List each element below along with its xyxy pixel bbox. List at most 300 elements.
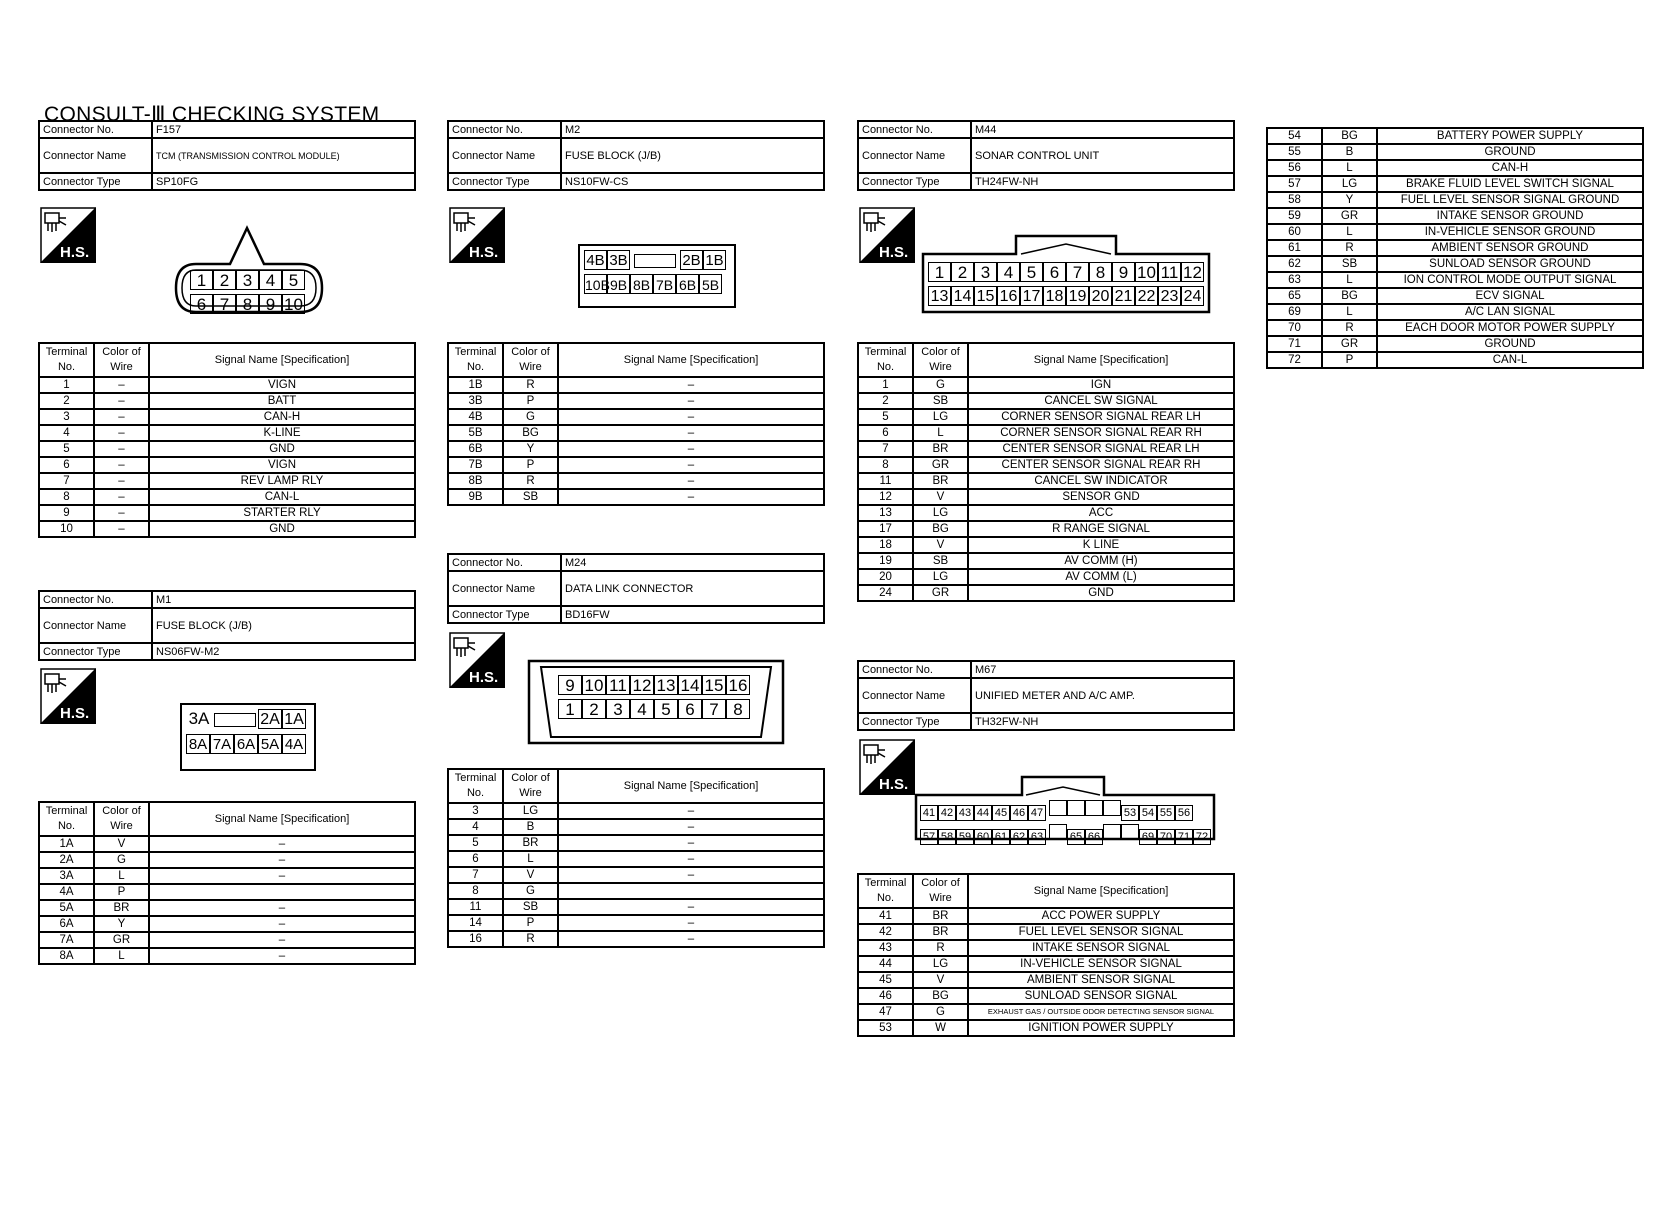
wire-color: Y	[1322, 192, 1377, 208]
pin-cell	[1085, 800, 1103, 816]
pin-grid	[190, 270, 306, 318]
table-row	[1267, 288, 1643, 304]
pin-cell	[1103, 824, 1121, 840]
signal-name: INTAKE SENSOR SIGNAL	[968, 940, 1234, 956]
signal-name	[149, 884, 415, 900]
table-row	[448, 425, 824, 441]
connector-m24-face	[527, 659, 785, 745]
connector-name-label: Connector Name	[858, 678, 971, 713]
pin-cell: 3	[974, 262, 997, 282]
connector-no-value: F157	[152, 121, 415, 138]
pin-cell: 43	[956, 805, 974, 821]
pin-cell: 8A	[186, 734, 210, 754]
key-slot	[634, 254, 676, 268]
hs-glyph	[859, 207, 915, 263]
terminal-no: 2	[39, 393, 94, 409]
signal-name	[558, 883, 824, 899]
wire-color: –	[94, 441, 149, 457]
terminal-no: 4	[39, 425, 94, 441]
signal-name: –	[558, 899, 824, 915]
table-row	[448, 835, 824, 851]
pin-cell: 6B	[676, 274, 699, 294]
connector-no-value: M24	[561, 554, 824, 571]
wire-color: B	[503, 819, 558, 835]
terminal-no: 6	[39, 457, 94, 473]
table-row	[1267, 272, 1643, 288]
table-row	[39, 377, 415, 393]
pin-cell: 70	[1157, 829, 1175, 845]
pin-cell: 8	[236, 294, 259, 314]
terminal-no: 4B	[448, 409, 503, 425]
table-row	[858, 521, 1234, 537]
connector-no-label: Connector No.	[39, 591, 152, 608]
pin-cell: 71	[1175, 829, 1193, 845]
pin-cell: 2	[951, 262, 974, 282]
terminal-no: 14	[448, 915, 503, 931]
table-row	[858, 1004, 1234, 1020]
connector-m67-terminals-continued	[1266, 127, 1644, 369]
signal-name: CANCEL SW SIGNAL	[968, 393, 1234, 409]
signal-name: –	[558, 851, 824, 867]
pin-row	[928, 262, 1204, 283]
signal-header: Signal Name [Specification]	[558, 769, 824, 803]
terminal-table	[38, 801, 416, 965]
pin-cell: 16	[997, 286, 1020, 306]
terminal-no: 7B	[448, 457, 503, 473]
pin-cell: 46	[1010, 805, 1028, 821]
wire-color: P	[503, 393, 558, 409]
wire-color: SB	[913, 393, 968, 409]
connector-name-label: Connector Name	[858, 138, 971, 173]
wire-color: P	[503, 915, 558, 931]
connector-name-label: Connector Name	[448, 571, 561, 606]
pin-cell: 15	[702, 675, 726, 695]
wire-color: –	[94, 489, 149, 505]
pin-cell: 12	[1181, 262, 1204, 282]
table-row	[39, 884, 415, 900]
terminal-no: 1A	[39, 836, 94, 852]
signal-name: IN-VEHICLE SENSOR GROUND	[1377, 224, 1643, 240]
pin-cell: 4B	[584, 250, 607, 270]
wire-color: –	[94, 473, 149, 489]
terminal-no: 47	[858, 1004, 913, 1020]
table-row	[1267, 128, 1643, 144]
wire-color: LG	[1322, 176, 1377, 192]
table-row	[858, 393, 1234, 409]
wire-color: L	[94, 948, 149, 964]
wire-color: L	[94, 868, 149, 884]
table-row	[858, 489, 1234, 505]
table-row	[448, 915, 824, 931]
table-row	[1267, 144, 1643, 160]
terminal-no: 63	[1267, 272, 1322, 288]
pin-cell: 7A	[210, 734, 234, 754]
pin-cell: 47	[1028, 805, 1046, 821]
pin-cell: 10B	[584, 274, 607, 294]
signal-name: –	[149, 868, 415, 884]
key-slot	[214, 713, 256, 727]
terminal-no: 70	[1267, 320, 1322, 336]
pin-row	[584, 250, 730, 270]
signal-name: –	[558, 931, 824, 947]
terminal-no: 61	[1267, 240, 1322, 256]
pin-grid	[186, 709, 310, 754]
terminal-no: 9	[39, 505, 94, 521]
table-row	[39, 521, 415, 537]
connector-m2-face	[578, 244, 736, 308]
table-row	[448, 851, 824, 867]
pin-grid	[928, 262, 1204, 309]
connector-type-label: Connector Type	[448, 606, 561, 623]
connector-name-value: SONAR CONTROL UNIT	[971, 138, 1234, 173]
table-row	[39, 852, 415, 868]
signal-name: –	[558, 835, 824, 851]
connector-m24-header	[447, 553, 825, 624]
pin-cell: 2	[213, 270, 236, 290]
connector-type-value: TH32FW-NH	[971, 713, 1234, 730]
signal-header: Signal Name [Specification]	[558, 343, 824, 377]
pin-cell: 10	[582, 675, 606, 695]
pin-cell: 23	[1158, 286, 1181, 306]
pin-row	[186, 709, 310, 729]
wire-color: –	[94, 377, 149, 393]
pin-cell: 21	[1112, 286, 1135, 306]
pin-cell: 7B	[653, 274, 676, 294]
pin-cell: 13	[928, 286, 951, 306]
pin-cell: 2A	[258, 709, 282, 729]
connector-name-value: TCM (TRANSMISSION CONTROL MODULE)	[152, 138, 415, 173]
pin-cell: 17	[1020, 286, 1043, 306]
terminal-table	[857, 873, 1235, 1037]
terminal-no: 44	[858, 956, 913, 972]
pin-cell: 45	[992, 805, 1010, 821]
connector-no-label: Connector No.	[858, 121, 971, 138]
wire-color: G	[503, 883, 558, 899]
wire-color: –	[94, 505, 149, 521]
table-row	[39, 916, 415, 932]
pin-cell: 20	[1089, 286, 1112, 306]
pin-cell	[1121, 824, 1139, 840]
signal-name: –	[558, 915, 824, 931]
pin-cell: 1A	[282, 709, 306, 729]
terminal-no-header: Terminal No.	[858, 343, 913, 377]
terminal-no: 72	[1267, 352, 1322, 368]
harness-side-icon	[859, 207, 915, 263]
signal-header: Signal Name [Specification]	[968, 343, 1234, 377]
table-row	[858, 377, 1234, 393]
table-row	[1267, 176, 1643, 192]
pin-cell: 18	[1043, 286, 1066, 306]
svg-text:H.S.: H.S.	[469, 669, 499, 686]
table-row	[1267, 304, 1643, 320]
terminal-no: 59	[1267, 208, 1322, 224]
terminal-no: 17	[858, 521, 913, 537]
wire-color: W	[913, 1020, 968, 1036]
terminal-no: 56	[1267, 160, 1322, 176]
table-row	[1267, 256, 1643, 272]
signal-name: SUNLOAD SENSOR SIGNAL	[968, 988, 1234, 1004]
wire-color: –	[94, 457, 149, 473]
table-row	[1267, 320, 1643, 336]
table-row	[448, 473, 824, 489]
table-row	[858, 908, 1234, 924]
wire-color: BR	[913, 473, 968, 489]
svg-text:H.S.: H.S.	[879, 776, 909, 793]
connector-no-label: Connector No.	[448, 121, 561, 138]
pin-cell: 15	[974, 286, 997, 306]
connector-name-value: UNIFIED METER AND A/C AMP.	[971, 678, 1234, 713]
pin-cell: 22	[1135, 286, 1158, 306]
wire-color: SB	[503, 489, 558, 505]
signal-name: –	[149, 852, 415, 868]
pin-cell: 9	[558, 675, 582, 695]
connector-type-value: TH24FW-NH	[971, 173, 1234, 190]
terminal-no: 55	[1267, 144, 1322, 160]
signal-name: A/C LAN SIGNAL	[1377, 304, 1643, 320]
table-row	[39, 425, 415, 441]
wire-color: G	[94, 852, 149, 868]
pin-cell: 3A	[188, 709, 210, 728]
pin-cell: 72	[1193, 829, 1211, 845]
signal-name: REV LAMP RLY	[149, 473, 415, 489]
signal-name: GND	[149, 441, 415, 457]
terminal-no: 7	[448, 867, 503, 883]
color-header: Color of Wire	[913, 343, 968, 377]
pin-cell: 10	[282, 294, 305, 314]
table-row	[858, 505, 1234, 521]
signal-header: Signal Name [Specification]	[968, 874, 1234, 908]
table-row	[448, 409, 824, 425]
terminal-no: 43	[858, 940, 913, 956]
pin-cell: 7	[213, 294, 236, 314]
table-row	[448, 457, 824, 473]
connector-no-label: Connector No.	[39, 121, 152, 138]
table-row	[858, 537, 1234, 553]
pin-cell: 3	[606, 699, 630, 719]
terminal-no-header: Terminal No.	[448, 343, 503, 377]
table-row	[448, 803, 824, 819]
connector-m44-terminals	[857, 342, 1235, 602]
signal-name: –	[558, 489, 824, 505]
wire-color: GR	[1322, 208, 1377, 224]
pin-row	[928, 286, 1204, 306]
signal-name: VIGN	[149, 377, 415, 393]
connector-type-label: Connector Type	[448, 173, 561, 190]
pin-cell: 5A	[258, 734, 282, 754]
pin-cell: 4	[259, 270, 282, 290]
terminal-no: 4A	[39, 884, 94, 900]
wire-color: BG	[503, 425, 558, 441]
signal-name: SENSOR GND	[968, 489, 1234, 505]
terminal-table	[1266, 127, 1644, 369]
wire-color: V	[503, 867, 558, 883]
signal-name: –	[558, 867, 824, 883]
wire-color: L	[1322, 304, 1377, 320]
pin-cell: 5B	[699, 274, 722, 294]
wire-color: V	[913, 537, 968, 553]
pin-cell: 2	[582, 699, 606, 719]
terminal-no: 1B	[448, 377, 503, 393]
pin-cell: 12	[630, 675, 654, 695]
pin-grid	[558, 675, 750, 723]
table-row	[858, 409, 1234, 425]
wire-color: –	[94, 393, 149, 409]
terminal-no-header: Terminal No.	[39, 343, 94, 377]
signal-name: BRAKE FLUID LEVEL SWITCH SIGNAL	[1377, 176, 1643, 192]
wire-color: –	[94, 425, 149, 441]
table-row	[448, 931, 824, 947]
pin-cell: 60	[974, 829, 992, 845]
terminal-no: 3	[39, 409, 94, 425]
terminal-no: 8	[858, 457, 913, 473]
table-row	[1267, 224, 1643, 240]
connector-name-value: DATA LINK CONNECTOR	[561, 571, 824, 606]
pin-cell: 5	[654, 699, 678, 719]
signal-name: –	[558, 819, 824, 835]
table-row	[858, 441, 1234, 457]
connector-f157-header	[38, 120, 416, 191]
terminal-no: 3A	[39, 868, 94, 884]
table-row	[39, 409, 415, 425]
table-row	[858, 972, 1234, 988]
pin-cell: 11	[606, 675, 630, 695]
pin-row	[920, 800, 1211, 821]
signal-name: EXHAUST GAS / OUTSIDE ODOR DETECTING SENSOR SIGNAL	[968, 1004, 1234, 1020]
signal-name: ION CONTROL MODE OUTPUT SIGNAL	[1377, 272, 1643, 288]
wire-color: BR	[94, 900, 149, 916]
wire-color: BG	[913, 988, 968, 1004]
pin-cell: 1B	[703, 250, 726, 270]
signal-name: INTAKE SENSOR GROUND	[1377, 208, 1643, 224]
svg-text:H.S.: H.S.	[60, 705, 90, 722]
terminal-no-header: Terminal No.	[39, 802, 94, 836]
color-header: Color of Wire	[503, 769, 558, 803]
signal-name: CAN-L	[1377, 352, 1643, 368]
pin-cell: 63	[1028, 829, 1046, 845]
signal-name: AMBIENT SENSOR GROUND	[1377, 240, 1643, 256]
table-row	[448, 489, 824, 505]
terminal-no: 57	[1267, 176, 1322, 192]
table-row	[39, 505, 415, 521]
connector-name-label: Connector Name	[39, 608, 152, 643]
hs-glyph	[40, 207, 96, 263]
connector-no-value: M2	[561, 121, 824, 138]
svg-text:H.S.: H.S.	[879, 244, 909, 261]
wire-color: BR	[913, 908, 968, 924]
wire-color: R	[913, 940, 968, 956]
wire-color: Y	[503, 441, 558, 457]
signal-name: AV COMM (L)	[968, 569, 1234, 585]
pin-cell: 3	[236, 270, 259, 290]
table-row	[1267, 336, 1643, 352]
wire-color: L	[1322, 224, 1377, 240]
table-row	[448, 393, 824, 409]
table-row	[39, 489, 415, 505]
table-row	[858, 988, 1234, 1004]
signal-name: K-LINE	[149, 425, 415, 441]
signal-name: VIGN	[149, 457, 415, 473]
pin-row	[190, 270, 306, 291]
wire-color: V	[913, 489, 968, 505]
table-row	[858, 924, 1234, 940]
pin-cell: 9B	[607, 274, 630, 294]
connector-m44-face	[921, 234, 1211, 314]
terminal-no: 9B	[448, 489, 503, 505]
signal-name: IGN	[968, 377, 1234, 393]
table-row	[448, 819, 824, 835]
wire-color: L	[1322, 160, 1377, 176]
wire-color: GR	[94, 932, 149, 948]
pin-cell: 24	[1181, 286, 1204, 306]
pin-cell	[1067, 800, 1085, 816]
pin-cell: 58	[938, 829, 956, 845]
pin-cell: 9	[1112, 262, 1135, 282]
wire-color: –	[94, 409, 149, 425]
signal-name: IGNITION POWER SUPPLY	[968, 1020, 1234, 1036]
pin-cell	[1103, 800, 1121, 816]
harness-side-icon	[449, 207, 505, 263]
wire-color: LG	[913, 409, 968, 425]
pin-cell: 19	[1066, 286, 1089, 306]
wire-color: LG	[913, 505, 968, 521]
wire-color: L	[1322, 272, 1377, 288]
wire-color: SB	[503, 899, 558, 915]
table-row	[39, 948, 415, 964]
signal-name: FUEL LEVEL SENSOR SIGNAL	[968, 924, 1234, 940]
table-row	[39, 473, 415, 489]
terminal-no: 8	[448, 883, 503, 899]
signal-name: AV COMM (H)	[968, 553, 1234, 569]
wire-color: V	[913, 972, 968, 988]
wire-color: V	[94, 836, 149, 852]
table-row	[39, 457, 415, 473]
terminal-no: 5	[858, 409, 913, 425]
terminal-no: 7	[39, 473, 94, 489]
table-row	[39, 868, 415, 884]
pin-cell: 59	[956, 829, 974, 845]
signal-name: FUEL LEVEL SENSOR SIGNAL GROUND	[1377, 192, 1643, 208]
harness-side-icon	[40, 207, 96, 263]
signal-name: CAN-L	[149, 489, 415, 505]
pin-cell: 1	[928, 262, 951, 282]
pin-cell: 8B	[630, 274, 653, 294]
terminal-no: 5A	[39, 900, 94, 916]
signal-name: CORNER SENSOR SIGNAL REAR RH	[968, 425, 1234, 441]
terminal-no: 10	[39, 521, 94, 537]
pin-cell: 6	[678, 699, 702, 719]
wire-color: GR	[913, 585, 968, 601]
connector-m67-header	[857, 660, 1235, 731]
connector-type-label: Connector Type	[858, 713, 971, 730]
connector-name-label: Connector Name	[39, 138, 152, 173]
connector-type-label: Connector Type	[858, 173, 971, 190]
wire-color: SB	[913, 553, 968, 569]
connector-no-value: M44	[971, 121, 1234, 138]
table-row	[39, 836, 415, 852]
connector-type-label: Connector Type	[39, 173, 152, 190]
connector-no-label: Connector No.	[448, 554, 561, 571]
terminal-no: 1	[39, 377, 94, 393]
terminal-no: 3	[448, 803, 503, 819]
terminal-no: 54	[1267, 128, 1322, 144]
connector-type-value: SP10FG	[152, 173, 415, 190]
connector-m24-terminals	[447, 768, 825, 948]
terminal-no: 1	[858, 377, 913, 393]
pin-cell: 5	[1020, 262, 1043, 282]
table-row	[39, 441, 415, 457]
signal-name: CENTER SENSOR SIGNAL REAR LH	[968, 441, 1234, 457]
pin-row	[190, 294, 306, 315]
